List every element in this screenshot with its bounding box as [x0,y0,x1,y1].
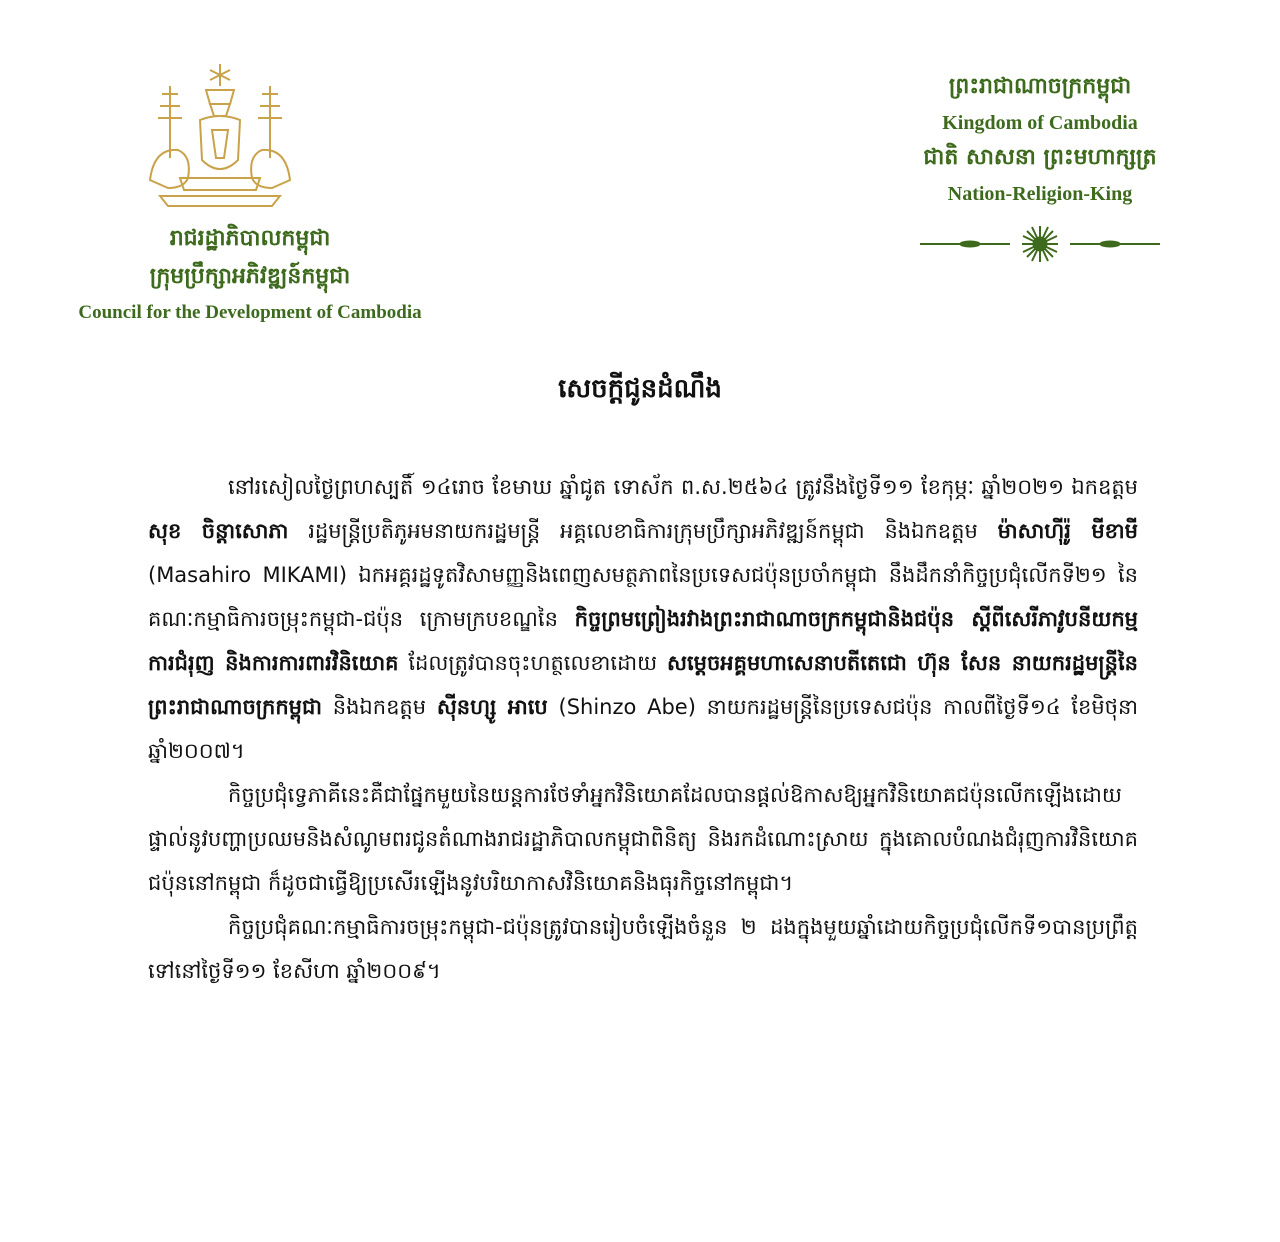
notice-body [148,465,1138,993]
p1-text-6: (Shinzo Abe) នាយករដ្ឋមន្ត្រីនៃប្រទេសជប៉ុន កាលពីថ្ងៃទី១៤ ខែមិថុនា ឆ្នាំ២០០៧។ [148,695,1138,763]
kingdom-name-en: Kingdom of Cambodia [942,112,1138,134]
p1-name-mikami: ម៉ាសាហ៊ីរ៉ូ មីខាមី [997,519,1138,543]
p1-name-sok-chenda-sophea: សុខ ចិន្តាសោភា [148,519,289,543]
royal-arms-emblem-icon [140,60,300,210]
p1-name-hun-sen: សម្តេចអគ្គមហាសេនាបតីតេជោ ហ៊ុន សែន នាយករដ្ឋមន្ត្រីនៃព្រះរាជាណាចក្រកម្ពុជា [148,651,1138,719]
council-name-en: Council for the Development of Cambodia [78,302,422,323]
paragraph-2: កិច្ចប្រជុំទ្វេភាគីនេះគឺជាផ្នែកមួយនៃយន្តការថែទាំអ្នកវិនិយោគដែលបានផ្តល់ឱកាសឱ្យអ្នកវិនិយោគជប៉ុនលើកឡើងដោយផ្ទាល់នូវបញ្ហាប្រឈមនិងសំណូមពរជូនតំណាងរាជរដ្ឋាភិបាលកម្ពុជាពិនិត្យ និងរកដំណោះស្រាយ ក្នុងគោលបំណងជំរុញការវិនិយោគជប៉ុននៅកម្ពុជា ក៏ដូចជាធ្វើឱ្យប្រសើរឡើងនូវបរិយាកាសវិនិយោគនិងធុរកិច្ចនៅកម្ពុជា។ [148,783,1138,895]
motto-kh: ជាតិ សាសនា ព្រះមហាក្សត្រ [923,144,1157,170]
p1-text-2: រដ្ឋមន្ត្រីប្រតិភូអមនាយករដ្ឋមន្ត្រី អគ្គលេខាធិការក្រុមប្រឹក្សាអភិវឌ្ឍន៍កម្ពុជា និងឯកឧត្តម [288,519,998,543]
p1-name-shinzo-abe: ស៊ីនហ្សូ អាបេ [436,695,548,719]
motto-en: Nation-Religion-King [947,183,1133,205]
p1-text-5: និងឯកឧត្តម [322,695,437,719]
council-header [40,60,460,324]
p1-text-4: ដែលត្រូវបានចុះហត្ថលេខាដោយ [398,651,667,675]
kingdom-header [900,72,1180,264]
council-name-kh: ក្រុមប្រឹក្សាអភិវឌ្ឍន៍កម្ពុជា [149,263,351,289]
government-name: រាជរដ្ឋាភិបាលកម្ពុជា [169,225,331,251]
paragraph-3: កិច្ចប្រជុំគណៈកម្មាធិការចម្រុះកម្ពុជា-ជប៉ុនត្រូវបានរៀបចំឡើងចំនួន ២ ដងក្នុងមួយឆ្នាំដោយកិច្ចប្រជុំលើកទី១បានប្រព្រឹត្តទៅនៅថ្ងៃទី១១ ខែសីហា ឆ្នាំ២០០៩។ [148,915,1138,983]
paragraph-1 [148,465,1138,773]
p1-agreement-title: កិច្ចព្រមព្រៀងរវាងព្រះរាជាណាចក្រកម្ពុជានិងជប៉ុន ស្តីពីសេរីភាវូបនីយកម្ម ការជំរុញ និងការការពារវិនិយោគ [148,607,1138,675]
p1-text-1: នៅរសៀលថ្ងៃព្រហស្បតិ៍ ១៤រោច ខែមាឃ ឆ្នាំជូត ទោស័ក ព.ស.២៥៦៤ ត្រូវនឹងថ្ងៃទី១១ ខែកុម្ភៈ ឆ្នាំ២០២១ ឯកឧត្តម [228,475,1138,499]
sun-ornament-icon [920,224,1160,264]
notice-title: សេចក្តីជូនដំណឹង [558,374,722,404]
kingdom-name-kh: ព្រះរាជាណាចក្រកម្ពុជា [948,73,1132,99]
p1-text-3: (Masahiro MIKAMI) ឯកអគ្គរដ្ឋទូតវិសាមញ្ញនិងពេញសមត្ថភាពនៃប្រទេសជប៉ុនប្រចាំកម្ពុជា នឹងដឹកនាំកិច្ចប្រជុំលើកទី២១ នៃគណៈកម្មាធិការចម្រុះកម្ពុជា-ជប៉ុន ក្រោមក្របខណ្ឌនៃ [148,563,1138,631]
